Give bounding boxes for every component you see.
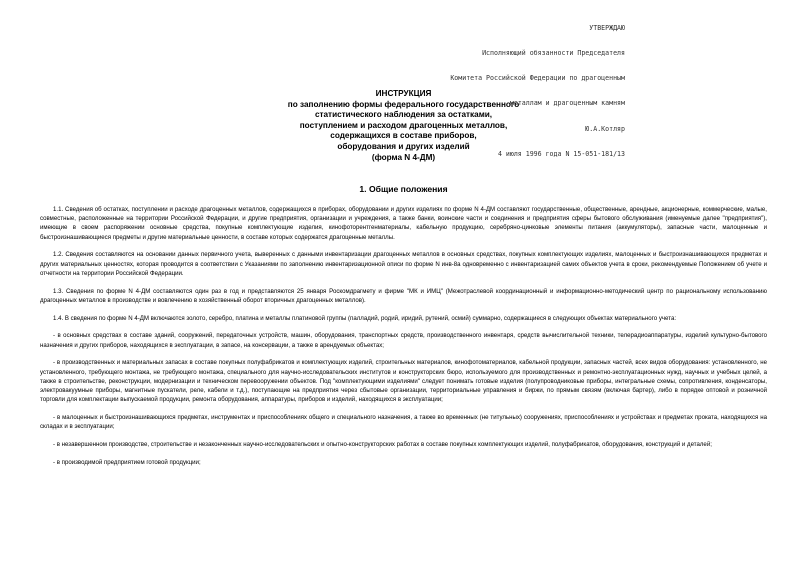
list-item: - в незавершенном производстве, строительстве и незаконченных научно-исследовательских и опытно-конструкторских работах в составе покупных комплектующих изделий, полуфабрикатов, оборудования, конструкций и деталей; [53, 441, 712, 449]
list-item: - в малоценных и быстроизнашивающихся предметах, инструментах и приспособлениях общего и специального назначения, а также во временных (не титульных) сооружениях, приспособлениях и устройствах и предметах проката, находящихся на складах и в эксплуатации; [40, 414, 767, 431]
approval-line: Исполняющий обязанности Председателя [482, 49, 625, 58]
title-line: содержащихся в составе приборов, [330, 131, 477, 141]
title-line: (форма N 4-ДМ) [371, 152, 436, 162]
title-line: оборудования и других изделий [337, 141, 470, 151]
list-item: - в производственных и материальных запасах в составе покупных полуфабрикатов и комплектующих изделий, строительных материалов, кинофотоматериалов, кабельной продукции, запасных частей, всех видов оборудования: установленного, не установленного, требующего монтажа, не требующего монтажа, специального для научно-исследовательских институтов и конструкторских бюро, используемого для производственных и ремонтно-эксплуатационных нужд, научных и учебных целей, а также в строительстве, реконструкции, модернизации и техническом перевооружении объектов. Под "комплектующими изделиями" следует понимать готовые изделия (полупроводниковые приборы, интегральные схемы, сопротивления, конденсаторы, электровакуумные приборы, магнитные пускатели, реле, кабели и т.д.), поступающие на предприятия через сбытовые организации, территориальные управления и биржи, по прямым связям (включая бартер), либо в порядке оптовой и розничной торговли для комплектации выпускаемой продукции, ремонта оборудования, аппаратуры, приборов и изделий, находящихся в эксплуатации; [40, 359, 767, 404]
list-item: - в основных средствах в составе зданий, сооружений, передаточных устройств, машин, оборудования, транспортных средств, производственного инвентаря, средств вычислительной техники, телерадиоаппаратуры, изделий культурно-бытового назначения и других приборов, находящихся в эксплуатации, в запасе, на консервации, а также в арендуемых объектах; [40, 332, 767, 349]
title-line: статистического наблюдения за остатками, [314, 110, 493, 120]
document-title [0, 89, 807, 163]
title-line: по заполнению формы федерального государственного [287, 99, 520, 109]
approval-line: Комитета Российской Федерации по драгоценным [450, 74, 625, 83]
approval-line: 4 июля 1996 года N 15-051-181/13 [497, 149, 625, 158]
approval-line: Ю.А.Котляр [585, 124, 625, 133]
paragraph: 1.3. Сведения по форме N 4-ДМ составляются один раз в год и представляются 25 января Роскомдрагмету и фирме "МК и ИМЦ" (Межотраслевой координационный и информационно-методический центр по рациональному использованию драгоценных металлов в производстве и вовлечению в хозяйственный оборот вторичных драгоценных металлов). [40, 287, 767, 304]
section-heading: 1. Общие положения [359, 184, 448, 194]
title-line: поступлением и расходом драгоценных металлов, [299, 120, 508, 130]
paragraph: 1.4. В сведения по форме N 4-ДМ включаются золото, серебро, платина и металлы платиновой группы (палладий, родий, иридий, рутений, осмий) суммарно, содержащиеся в следующих объектах материального учета: [53, 314, 677, 322]
paragraph: 1.1. Сведения об остатках, поступлении и расходе драгоценных металлов, содержащихся в приборах, оборудовании и других изделиях по форме N 4-ДМ составляют государственные, общественные, арендные, акционерные, коммерческие, малые, совместные, расположенные на территории Российской Федерации, и другие предприятия, организации и учреждения, а также банки, воинские части и соединения и предприятия сферы бытового обслуживания (именуемые далее "предприятия"), имеющие в своем распоряжении основные средства, покупные комплектующие изделия, кинофоторентгенматериалы, кабельную продукцию, серебряно-цинковые элементы питания (аккумуляторы), запасные части, малоценные и быстроизнашивающиеся предметы и другие материальные ценности, в составе которых содержатся драгоценные металлы. [40, 206, 767, 241]
title-line: ИНСТРУКЦИЯ [375, 89, 432, 98]
paragraph: 1.2. Сведения составляются на основании данных первичного учета, выверенных с данными инвентаризации драгоценных металлов в основных средствах, покупных комплектующих изделиях, малоценных и быстроизнашивающихся предметах и других материальных ценностях, которая проводится в соответствии с Указаниями по заполнению инвентаризационной описи по форме N инв-8а одновременно с инвентаризацией самих объектов учета в сроки, рекомендуемые Положением об учете и отчетности на территории Российской Федерации. [40, 251, 767, 277]
approval-line: УТВЕРЖДАЮ [589, 23, 625, 32]
approval-line: металлам и драгоценным камням [509, 99, 625, 108]
section-body [40, 205, 767, 472]
list-item: - в производимой предприятием готовой продукции; [53, 458, 201, 466]
